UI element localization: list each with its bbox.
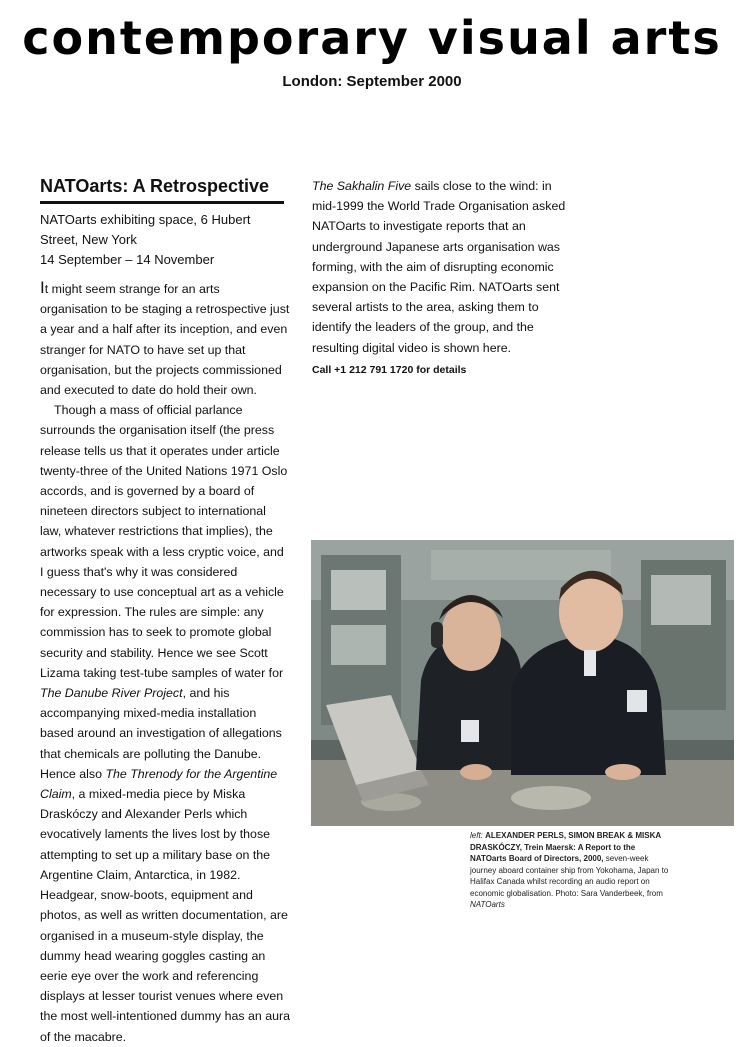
article-body	[40, 278, 291, 1044]
photo-caption	[470, 830, 670, 911]
paragraph-1: It might seem strange for an arts organisation to be staging a retrospective just a year and a half after its inception, and even stranger for NATO to have set up that organisation, but the projects commissioned and executed to date do hold their own.	[40, 278, 290, 398]
exhibition-dates: 14 September – 14 November	[40, 252, 215, 267]
artwork-photo	[311, 540, 734, 826]
drop-cap: I	[40, 278, 45, 297]
caption-description: seven-week journey aboard container ship from Yokohama, Japan to Halifax Canada whilst recording an audio report on economic globalisation. Photo: Sara Vanderbeek, from	[470, 854, 669, 898]
artwork-title: The Danube River Project	[40, 686, 183, 701]
venue-block	[40, 210, 290, 270]
photo-illustration	[311, 540, 734, 826]
article-column-right	[312, 176, 574, 376]
venue-line: Street, New York	[40, 232, 137, 247]
paragraph-2-continued: The Sakhalin Five sails close to the wind: in mid-1999 the World Trade Organisation asked NATOarts to investigate reports that an underground Japanese arts organisation was forming, with the aim of disrupting economic expansion on the Pacific Rim. NATOarts sent several artists to the area, asking them to identify the leaders of the group, and the resulting digital video is shown here.	[312, 179, 566, 355]
article-column-left	[40, 176, 291, 1044]
artwork-title: The Threnody for the Argentine Claim	[40, 766, 278, 802]
caption-position-label: left:	[470, 831, 483, 840]
masthead-title: contemporary visual arts	[22, 11, 722, 65]
article-headline: NATOarts: A Retrospective	[40, 176, 284, 204]
artwork-title: The Sakhalin Five	[312, 179, 412, 193]
paragraph-2: Though a mass of official parlance surrounds the organisation itself (the press release tells us that it operates under article twenty-three of the United Nations 1971 Oslo accords, and is governed by a board of nineteen directors subject to international law, whatever restrictions that implies), the artworks speak with a less cryptic voice, and I guess that's why it was considered necessary to use conceptual art as a vehicle for expression. The rules are simple: any commission has to seek to promote global security and stability. Hence we see Scott Lizama taking test-tube samples of water for The Danube River Project, and his accompanying mixed-media installation based around an investigation of allegations that chemicals are polluting the Danube. Hence also The Threnody for the Argentine Claim, a mixed-media piece by Miska Draskóczy and Alexander Perls which evocatively laments the lives lost by those attempting to set up a military base on the Argentine Claim, Antarctica, in 1982. Headgear, snow-boots, equipment and photos, as well as written documentation, are organised in a museum-style display, the dummy head wearing goggles casting an eerie eye over the work and referencing displays at lesser tourist venues where even the most well-intentioned dummy has an aura of the macabre.	[40, 403, 291, 1044]
caption-source: NATOarts	[470, 900, 505, 909]
caption-credit: ALEXANDER PERLS, SIMON BREAK & MISKA DRASKÓCZY, Trein Maersk: A Report to the NATOarts Board of Directors, 2000,	[470, 831, 661, 863]
article-body-continued	[312, 176, 574, 358]
issue-dateline: London: September 2000	[282, 73, 462, 90]
venue-line: NATOarts exhibiting space, 6 Hubert	[40, 212, 251, 227]
contact-line: Call +1 212 791 1720 for details	[312, 363, 467, 376]
